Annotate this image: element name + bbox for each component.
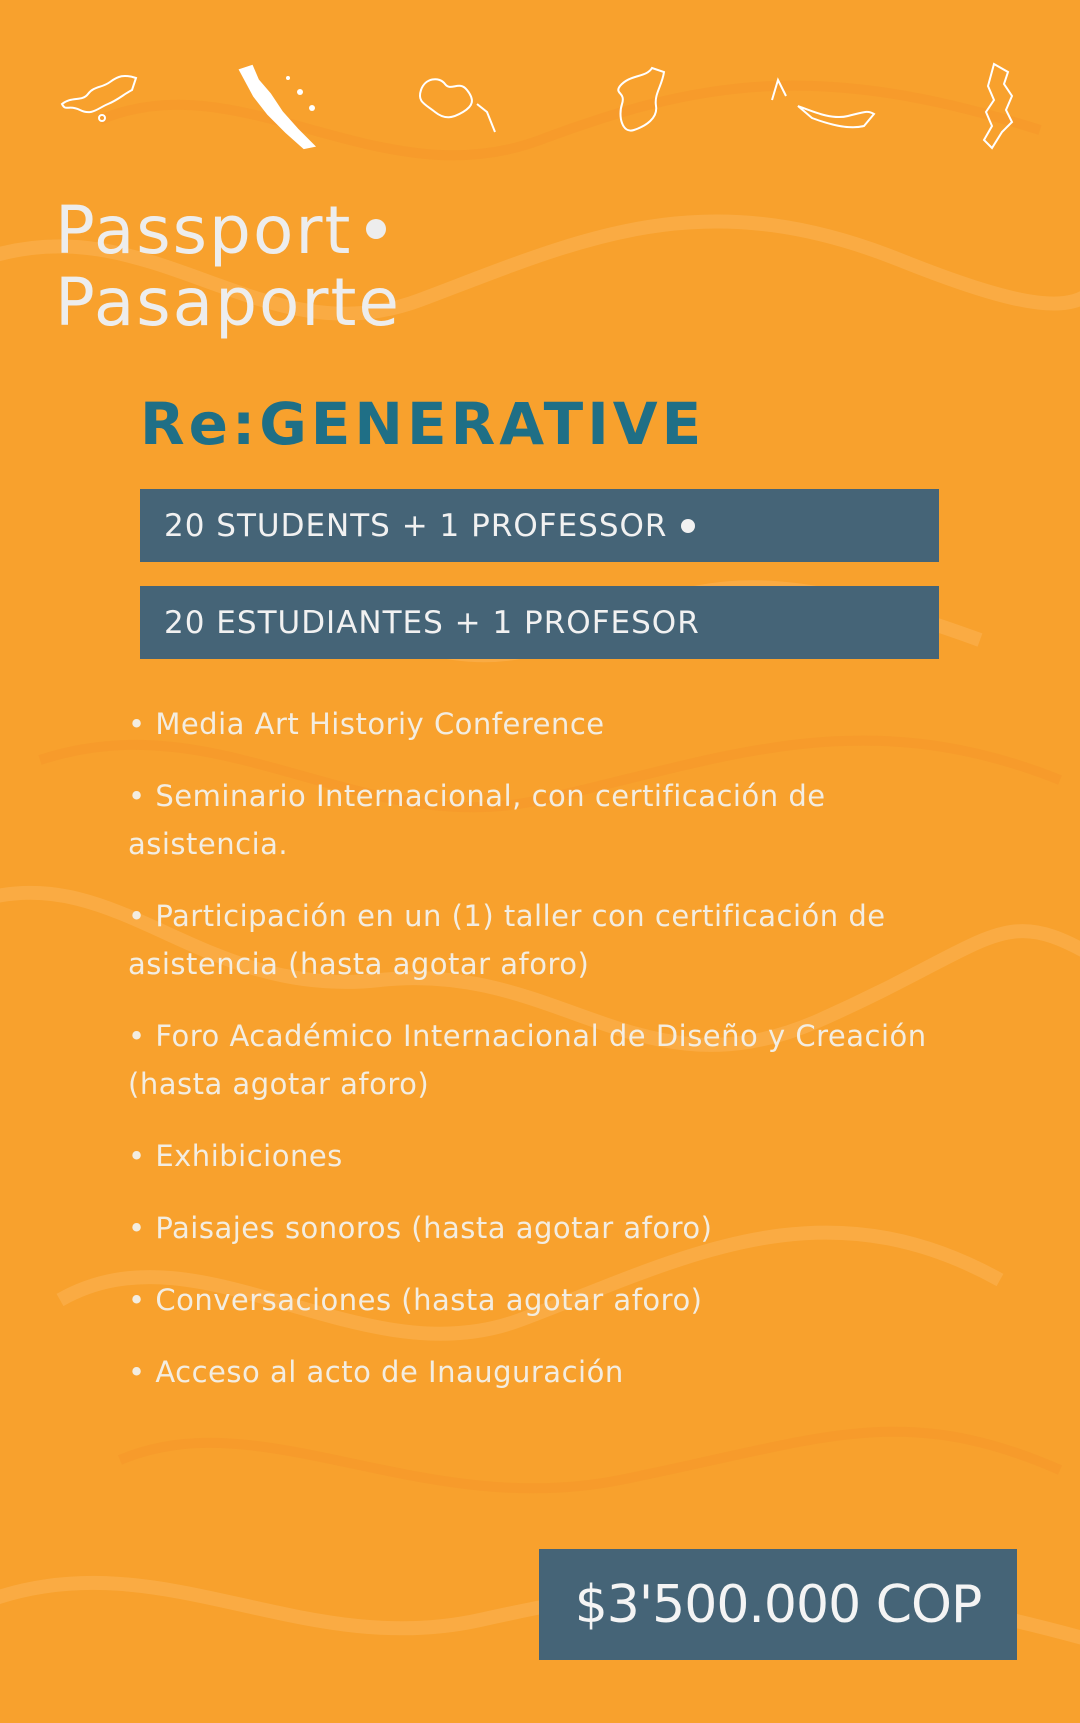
banner-english <box>140 489 939 562</box>
list-item: • Seminario Internacional, con certificación de asistencia. <box>128 779 826 861</box>
list-item: • Exhibiciones <box>128 1139 343 1173</box>
page-title <box>55 192 402 341</box>
banner-spanish <box>140 586 939 659</box>
island-map-icon-2 <box>230 60 330 155</box>
banner-bullet-dot <box>681 519 695 533</box>
price-badge <box>539 1549 1017 1660</box>
benefits-list <box>128 700 968 1420</box>
title-line1: Passport <box>55 192 353 269</box>
list-item: • Media Art Historiy Conference <box>128 707 605 741</box>
island-map-icon-1 <box>58 60 142 130</box>
list-item: • Participación en un (1) taller con certificación de asistencia (hasta agotar aforo) <box>128 899 886 981</box>
island-map-icon-6 <box>978 60 1028 155</box>
list-item: • Conversaciones (hasta agotar aforo) <box>128 1283 703 1317</box>
price-label: $3'500.000 COP <box>574 1574 982 1635</box>
list-item: • Foro Académico Internacional de Diseño y Creación (hasta agotar aforo) <box>128 1019 927 1101</box>
banner-english-label: 20 STUDENTS + 1 PROFESSOR <box>164 507 668 544</box>
title-english <box>55 192 401 269</box>
island-map-icon-5 <box>768 60 878 140</box>
brand-logo-text: Re:GENERATIVE <box>140 390 706 458</box>
island-icons-row <box>0 60 1080 160</box>
title-bullet-dot <box>366 219 386 239</box>
banner-spanish-label: 20 ESTUDIANTES + 1 PROFESOR <box>164 604 700 641</box>
list-item: • Paisajes sonoros (hasta agotar aforo) <box>128 1211 713 1245</box>
island-map-icon-3 <box>415 60 505 140</box>
island-map-icon-4 <box>612 60 672 140</box>
list-item: • Acceso al acto de Inauguración <box>128 1355 624 1389</box>
title-spanish: Pasaporte <box>55 264 402 341</box>
